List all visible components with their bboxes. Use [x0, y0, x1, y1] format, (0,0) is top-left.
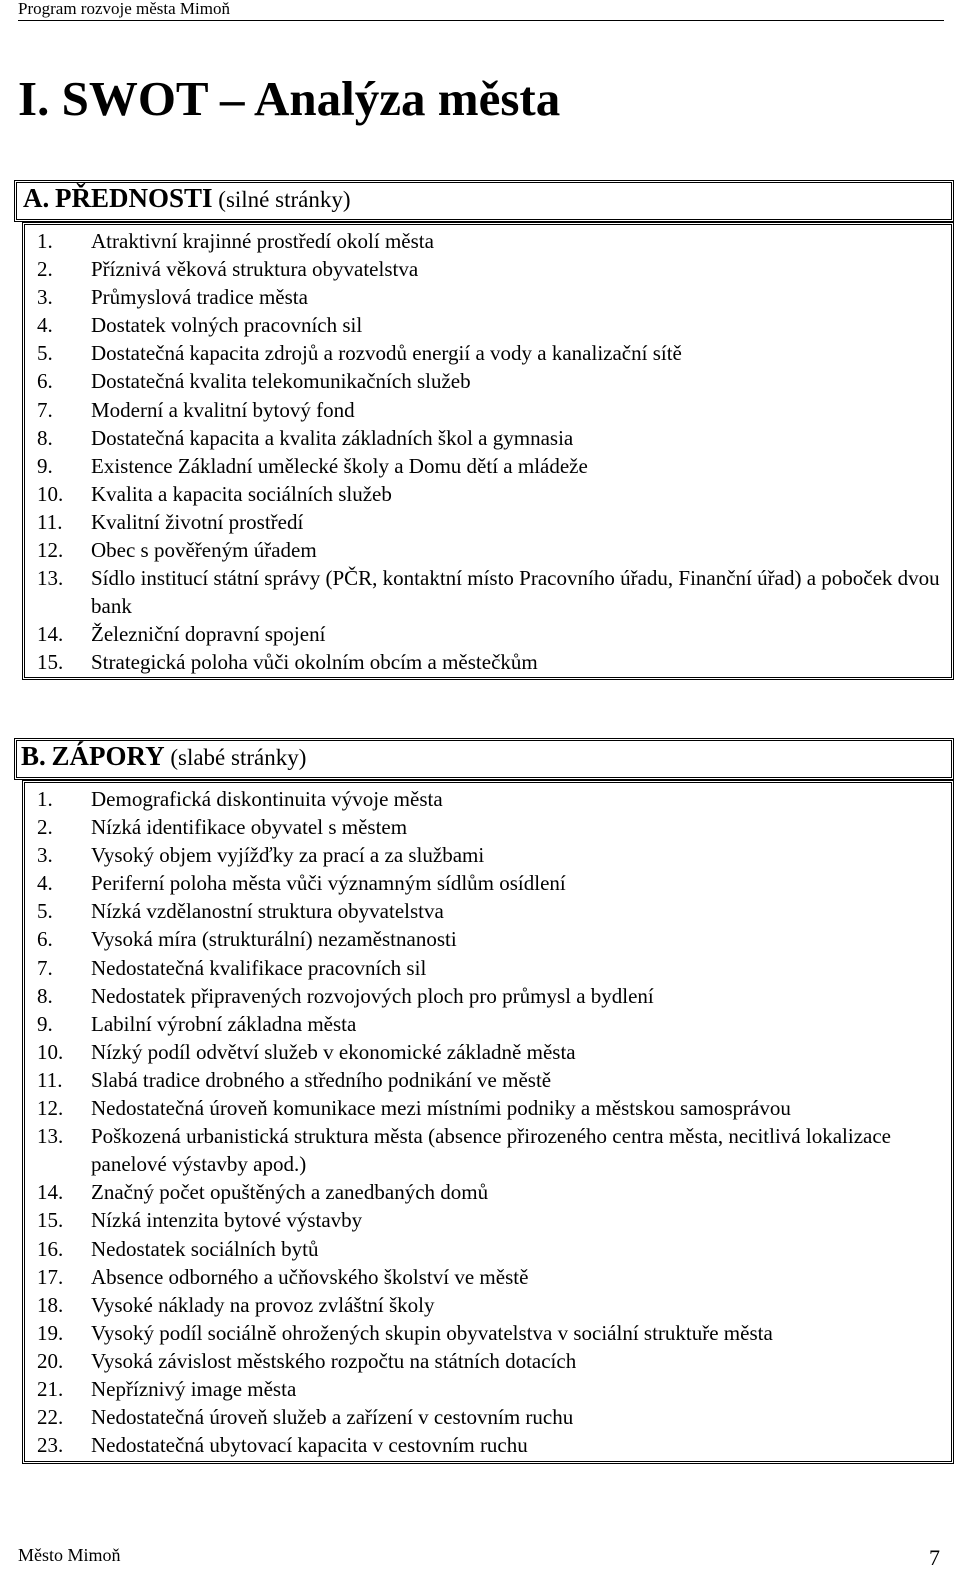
- item-number: 11.: [37, 1067, 63, 1092]
- item-text: Značný počet opuštěných a zanedbaných domů: [91, 1180, 489, 1205]
- item-number: 1.: [37, 787, 53, 811]
- item-number: 6.: [37, 927, 53, 952]
- running-header: Program rozvoje města Mimoň: [18, 0, 230, 18]
- item-number: 20.: [37, 1348, 64, 1373]
- list-item: [25, 283, 951, 311]
- item-number: 1.: [37, 229, 53, 253]
- item-text: Labilní výrobní základna města: [91, 1011, 357, 1036]
- list-item: [25, 452, 951, 480]
- item-text: Vysoký objem vyjížďky za prací a za službami: [91, 843, 485, 868]
- section-b-letter: B.: [21, 741, 46, 771]
- item-number: 7.: [37, 955, 53, 980]
- item-text: Vysoký podíl sociálně ohrožených skupin obyvatelstva v sociální struktuře města: [91, 1320, 773, 1345]
- item-text: Periferní poloha města vůči významným sídlům osídlení: [91, 871, 566, 896]
- item-text: Nedostatečná úroveň služeb a zařízení v cestovním ruchu: [91, 1405, 574, 1430]
- item-text: Demografická diskontinuita vývoje města: [91, 787, 443, 811]
- list-item: [25, 1403, 951, 1431]
- item-number: 16.: [37, 1236, 64, 1261]
- item-number: 13.: [37, 1124, 64, 1149]
- item-text: Nízká vzdělanostní struktura obyvatelstva: [91, 899, 444, 924]
- list-item: [25, 1431, 951, 1459]
- item-text: Atraktivní krajinné prostředí okolí města: [91, 229, 434, 253]
- item-number: 8.: [37, 425, 53, 450]
- list-item: [25, 480, 951, 508]
- item-text: Poškozená urbanistická struktura města (absence přirozeného centra města, necitlivá lokalizace panelové výstavby apod.): [91, 1124, 891, 1177]
- section-b-heading: [14, 738, 954, 780]
- item-text: Nízký podíl odvětví služeb v ekonomické základně města: [91, 1039, 576, 1064]
- item-number: 15.: [37, 1208, 64, 1233]
- item-number: 2.: [37, 257, 53, 282]
- item-number: 8.: [37, 983, 53, 1008]
- item-number: 18.: [37, 1292, 64, 1317]
- item-number: 10.: [37, 481, 64, 506]
- item-text: Kvalitní životní prostředí: [91, 509, 304, 534]
- item-number: 14.: [37, 622, 64, 647]
- list-item: [25, 1038, 951, 1066]
- item-text: Vysoká míra (strukturální) nezaměstnanosti: [91, 927, 457, 952]
- item-text: Nízká intenzita bytové výstavby: [91, 1208, 363, 1233]
- item-text: Existence Základní umělecké školy a Domu dětí a mládeže: [91, 453, 588, 478]
- list-item: [25, 1235, 951, 1263]
- item-text: Sídlo institucí státní správy (PČR, kontaktní místo Pracovního úřadu, Finanční úřad) a poboček dvou bank: [91, 566, 940, 619]
- item-text: Dostatek volných pracovních sil: [91, 313, 363, 338]
- item-text: Nepříznivý image města: [91, 1376, 297, 1401]
- list-item: [25, 841, 951, 869]
- item-number: 4.: [37, 313, 53, 338]
- list-item: [25, 1319, 951, 1347]
- list-item: [25, 424, 951, 452]
- item-number: 22.: [37, 1405, 64, 1430]
- page-title: I. SWOT – Analýza města: [18, 71, 561, 126]
- list-item: [25, 508, 951, 536]
- list-item: [25, 367, 951, 395]
- list-item: [25, 954, 951, 982]
- footer-town: Město Mimoň: [18, 1545, 121, 1565]
- item-text: Kvalita a kapacita sociálních služeb: [91, 481, 392, 506]
- list-item: [25, 1206, 951, 1234]
- list-item: [25, 396, 951, 424]
- header-divider: [18, 20, 944, 21]
- strengths-list: [22, 222, 954, 680]
- list-item: [25, 1263, 951, 1291]
- item-text: Nedostatečná kvalifikace pracovních sil: [91, 955, 427, 980]
- list-item: [25, 620, 951, 648]
- list-item: [25, 1178, 951, 1206]
- list-item: [25, 311, 951, 339]
- weaknesses-list: [22, 780, 954, 1464]
- item-text: Nedostatečná úroveň komunikace mezi místními podniky a městskou samosprávou: [91, 1096, 791, 1121]
- item-number: 13.: [37, 566, 64, 591]
- item-number: 4.: [37, 871, 53, 896]
- section-b-title: ZÁPORY: [51, 741, 165, 771]
- list-item: [25, 982, 951, 1010]
- item-number: 3.: [37, 843, 53, 868]
- item-text: Vysoké náklady na provoz zvláštní školy: [91, 1292, 435, 1317]
- item-number: 21.: [37, 1376, 64, 1401]
- item-text: Strategická poloha vůči okolním obcím a městečkům: [91, 650, 538, 675]
- item-number: 9.: [37, 453, 53, 478]
- item-number: 9.: [37, 1011, 53, 1036]
- section-a-title: PŘEDNOSTI: [55, 183, 213, 213]
- item-text: Nízká identifikace obyvatel s městem: [91, 815, 408, 840]
- list-item: [25, 1291, 951, 1319]
- list-item: [25, 1066, 951, 1094]
- list-item: [25, 1347, 951, 1375]
- list-item: [25, 227, 951, 255]
- item-number: 17.: [37, 1264, 64, 1289]
- item-number: 6.: [37, 369, 53, 394]
- section-a-heading: [14, 180, 954, 222]
- item-text: Nedostatečná ubytovací kapacita v cestovním ruchu: [91, 1433, 528, 1458]
- item-number: 3.: [37, 285, 53, 310]
- list-item: [25, 925, 951, 953]
- item-number: 19.: [37, 1320, 64, 1345]
- item-text: Průmyslová tradice města: [91, 285, 308, 310]
- item-number: 23.: [37, 1433, 64, 1458]
- item-number: 15.: [37, 650, 64, 675]
- item-number: 11.: [37, 509, 63, 534]
- item-text: Moderní a kvalitní bytový fond: [91, 397, 355, 422]
- section-a-letter: A.: [23, 183, 50, 213]
- item-number: 14.: [37, 1180, 64, 1205]
- item-number: 7.: [37, 397, 53, 422]
- item-text: Obec s pověřeným úřadem: [91, 538, 317, 563]
- item-number: 12.: [37, 538, 64, 563]
- list-item: [25, 564, 951, 620]
- item-text: Slabá tradice drobného a středního podnikání ve městě: [91, 1067, 552, 1092]
- list-item: [25, 536, 951, 564]
- item-text: Vysoká závislost městského rozpočtu na státních dotacích: [91, 1348, 577, 1373]
- item-number: 12.: [37, 1096, 64, 1121]
- item-number: 10.: [37, 1039, 64, 1064]
- list-item: [25, 339, 951, 367]
- list-item: [25, 1094, 951, 1122]
- item-text: Dostatečná kapacita a kvalita základních škol a gymnasia: [91, 425, 574, 450]
- item-text: Železniční dopravní spojení: [91, 622, 326, 647]
- list-item: [25, 897, 951, 925]
- list-item: [25, 255, 951, 283]
- list-item: [25, 869, 951, 897]
- list-item: [25, 1010, 951, 1038]
- item-text: Absence odborného a učňovského školství ve městě: [91, 1264, 529, 1289]
- list-item: [25, 785, 951, 813]
- list-item: [25, 1122, 951, 1178]
- item-text: Dostatečná kapacita zdrojů a rozvodů energií a vody a kanalizační sítě: [91, 341, 682, 366]
- item-number: 5.: [37, 341, 53, 366]
- item-text: Příznivá věková struktura obyvatelstva: [91, 257, 419, 282]
- item-text: Nedostatek sociálních bytů: [91, 1236, 319, 1261]
- section-a-subtitle: (silné stránky): [218, 187, 351, 212]
- list-item: [25, 648, 951, 676]
- item-number: 5.: [37, 899, 53, 924]
- section-b-subtitle: (slabé stránky): [170, 745, 307, 770]
- item-text: Nedostatek připravených rozvojových ploch pro průmysl a bydlení: [91, 983, 654, 1008]
- item-text: Dostatečná kvalita telekomunikačních služeb: [91, 369, 471, 394]
- item-number: 2.: [37, 815, 53, 840]
- list-item: [25, 1375, 951, 1403]
- list-item: [25, 813, 951, 841]
- page-number: 7: [929, 1545, 940, 1570]
